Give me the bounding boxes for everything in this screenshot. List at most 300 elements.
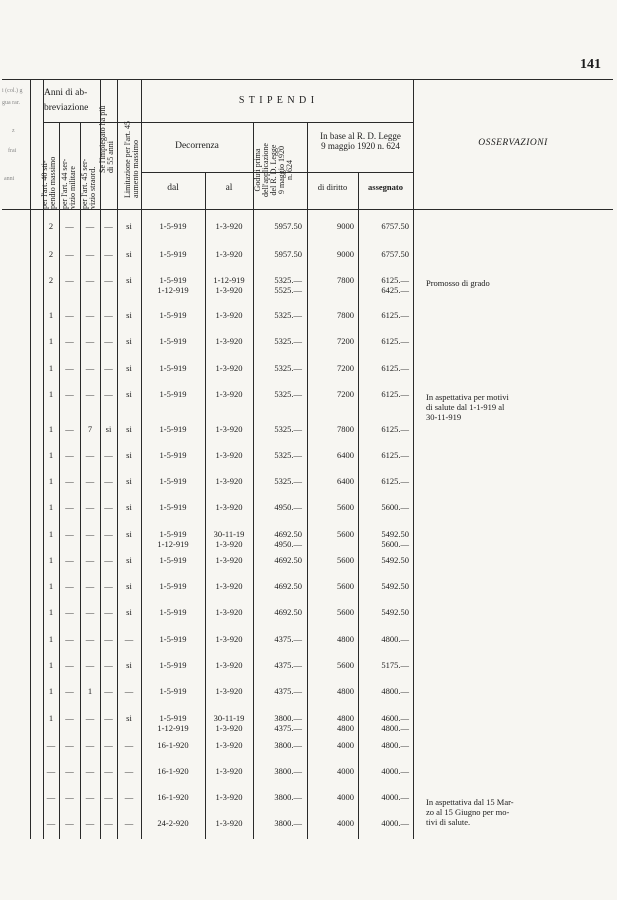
cell-art40-value: — bbox=[46, 740, 56, 750]
cell-dal bbox=[141, 477, 205, 487]
cell-art45-value: — bbox=[85, 476, 95, 486]
cell-assegnato bbox=[361, 425, 409, 435]
header-assegnato: assegnato bbox=[368, 182, 403, 192]
cell-assegnato bbox=[361, 687, 409, 697]
left-margin-fragment: frai bbox=[8, 148, 17, 154]
cell-al bbox=[205, 793, 253, 803]
header-di-diritto: di diritto bbox=[317, 182, 348, 192]
cell-goduti-value: 4692.50 bbox=[274, 607, 302, 617]
cell-di-diritto bbox=[310, 714, 354, 734]
cell-di-diritto bbox=[310, 337, 354, 347]
cell-art44 bbox=[59, 687, 80, 697]
cell-impiegato-55 bbox=[100, 222, 117, 232]
cell-limitazione-value: — bbox=[124, 818, 134, 828]
cell-art44 bbox=[59, 714, 80, 724]
cell-goduti-value: 5325.— bbox=[274, 275, 302, 285]
cell-art40-value: 1 bbox=[48, 607, 54, 617]
cell-goduti bbox=[256, 582, 302, 592]
cell-di-diritto-value: 4800 bbox=[337, 634, 354, 644]
cell-dal-value: 1-5-919 bbox=[159, 713, 187, 723]
cell-dal bbox=[141, 390, 205, 400]
cell-di-diritto-value: 5600 bbox=[337, 607, 354, 617]
cell-art45-value: — bbox=[85, 766, 95, 776]
cell-limitazione-value: si bbox=[126, 336, 132, 346]
cell-goduti bbox=[256, 556, 302, 566]
cell-assegnato-value: 4800.— bbox=[381, 740, 409, 750]
cell-art45-value: — bbox=[85, 502, 95, 512]
cell-assegnato bbox=[361, 635, 409, 645]
cell-al bbox=[205, 390, 253, 400]
cell-art45-value: — bbox=[85, 363, 95, 373]
cell-al-value: 1-3-920 bbox=[215, 476, 243, 486]
cell-goduti bbox=[256, 530, 302, 550]
cell-impiegato-55-value: — bbox=[104, 660, 113, 670]
cell-assegnato bbox=[361, 250, 409, 260]
cell-goduti-value: 5957.50 bbox=[274, 221, 302, 231]
cell-impiegato-55 bbox=[100, 337, 117, 347]
cell-art45 bbox=[80, 250, 100, 260]
cell-dal-value: 1-5-919 bbox=[159, 249, 187, 259]
cell-art44-value: — bbox=[65, 336, 74, 346]
cell-dal-value: 1-5-919 bbox=[159, 336, 187, 346]
cell-assegnato-value: 6125.— bbox=[381, 363, 409, 373]
cell-limitazione-value: si bbox=[126, 581, 132, 591]
cell-di-diritto bbox=[310, 222, 354, 232]
cell-art45 bbox=[80, 222, 100, 232]
cell-art40-value: 1 bbox=[48, 529, 54, 539]
cell-di-diritto-value: 7800 bbox=[337, 310, 354, 320]
cell-dal-value: 1-5-919 bbox=[159, 555, 187, 565]
header-base-legge: In base al R. D. Legge 9 maggio 1920 n. 624 bbox=[320, 131, 401, 151]
cell-limitazione-value: si bbox=[126, 713, 132, 723]
cell-al-value: 1-3-920 bbox=[215, 555, 243, 565]
cell-di-diritto bbox=[310, 661, 354, 671]
cell-assegnato-value: 5600.— bbox=[381, 502, 409, 512]
cell-limitazione-value: si bbox=[126, 529, 132, 539]
cell-al-value: 1-3-920 bbox=[215, 792, 243, 802]
cell-art40 bbox=[43, 608, 59, 618]
cell-dal-value: 1-5-919 bbox=[159, 529, 187, 539]
cell-al-value: 1-3-920 bbox=[215, 766, 243, 776]
cell-di-diritto-value: 9000 bbox=[337, 221, 354, 231]
cell-art40-value: — bbox=[46, 792, 56, 802]
cell-assegnato-value: 6125.— bbox=[381, 389, 409, 399]
cell-dal bbox=[141, 635, 205, 645]
cell-al bbox=[205, 714, 253, 734]
cell-al-value: 1-3-920 bbox=[215, 634, 243, 644]
cell-assegnato bbox=[361, 390, 409, 400]
cell-limitazione bbox=[117, 556, 141, 566]
cell-impiegato-55-value: — bbox=[104, 740, 113, 750]
cell-dal bbox=[141, 608, 205, 618]
cell-impiegato-55-value: — bbox=[104, 686, 113, 696]
cell-dal bbox=[141, 530, 205, 550]
cell-art40-value: 1 bbox=[48, 476, 54, 486]
cell-limitazione bbox=[117, 741, 141, 751]
cell-art45 bbox=[80, 530, 100, 540]
cell-dal bbox=[141, 222, 205, 232]
cell-art45 bbox=[80, 337, 100, 347]
cell-dal bbox=[141, 741, 205, 751]
cell-art44 bbox=[59, 503, 80, 513]
cell-assegnato bbox=[361, 337, 409, 347]
header-impiegato-55: Se l'impiegato ha più di 55 anni bbox=[98, 105, 115, 173]
cell-assegnato-value: 6125.— bbox=[381, 275, 409, 285]
cell-dal bbox=[141, 364, 205, 374]
cell-assegnato bbox=[361, 451, 409, 461]
cell-al bbox=[205, 767, 253, 777]
cell-art44-value: — bbox=[65, 450, 74, 460]
cell-di-diritto-value: 4000 bbox=[337, 792, 354, 802]
cell-al bbox=[205, 661, 253, 671]
cell-assegnato bbox=[361, 530, 409, 550]
cell-al-value: 1-3-920 bbox=[215, 221, 243, 231]
cell-art40-value: — bbox=[46, 766, 56, 776]
cell-impiegato-55-value: si bbox=[105, 424, 112, 434]
header-anni-abbreviazione: Anni di ab- breviazione bbox=[44, 88, 89, 113]
cell-dal bbox=[141, 425, 205, 435]
cell-assegnato bbox=[361, 741, 409, 751]
cell-assegnato-value: 4000.— bbox=[381, 818, 409, 828]
cell-goduti-value: 4375.— bbox=[274, 722, 302, 733]
cell-art45-value: — bbox=[85, 581, 95, 591]
cell-art44-value: — bbox=[65, 476, 74, 486]
left-margin-fragment: gua rar. bbox=[2, 100, 20, 106]
cell-impiegato-55 bbox=[100, 556, 117, 566]
cell-art44-value: — bbox=[65, 634, 74, 644]
cell-art40-value: 1 bbox=[48, 660, 54, 670]
cell-dal-value: 1-5-919 bbox=[159, 660, 187, 670]
cell-limitazione-value: — bbox=[124, 634, 134, 644]
cell-art44 bbox=[59, 477, 80, 487]
cell-art45-value: 1 bbox=[87, 686, 93, 696]
cell-limitazione bbox=[117, 608, 141, 618]
cell-assegnato bbox=[361, 311, 409, 321]
cell-art40 bbox=[43, 364, 59, 374]
cell-assegnato-value: 4000.— bbox=[381, 766, 409, 776]
cell-goduti-value: 4692.50 bbox=[274, 529, 302, 539]
cell-impiegato-55 bbox=[100, 767, 117, 777]
cell-goduti bbox=[256, 451, 302, 461]
cell-limitazione bbox=[117, 364, 141, 374]
header-dal: dal bbox=[167, 183, 179, 193]
cell-impiegato-55-value: — bbox=[104, 363, 113, 373]
header-art44: per l'art. 44 ser- vizio militare bbox=[60, 158, 77, 209]
cell-assegnato-value: 6757.50 bbox=[381, 221, 409, 231]
cell-di-diritto bbox=[310, 530, 354, 540]
cell-dal bbox=[141, 556, 205, 566]
cell-limitazione-value: — bbox=[124, 740, 134, 750]
cell-dal-value: 16-1-920 bbox=[157, 792, 189, 802]
cell-art44 bbox=[59, 250, 80, 260]
cell-impiegato-55 bbox=[100, 390, 117, 400]
cell-art45-value: — bbox=[85, 275, 95, 285]
cell-goduti-value: 4375.— bbox=[274, 660, 302, 670]
cell-al-value: 1-3-920 bbox=[215, 363, 243, 373]
cell-art45-value: — bbox=[85, 336, 95, 346]
cell-al-value: 1-3-920 bbox=[215, 607, 243, 617]
cell-dal bbox=[141, 250, 205, 260]
cell-art40 bbox=[43, 687, 59, 697]
cell-goduti bbox=[256, 608, 302, 618]
cell-art45 bbox=[80, 276, 100, 286]
cell-goduti bbox=[256, 311, 302, 321]
cell-goduti-value: 5525.— bbox=[274, 284, 302, 295]
cell-art45-value: — bbox=[85, 389, 95, 399]
cell-limitazione bbox=[117, 276, 141, 286]
cell-art40-value: 1 bbox=[48, 389, 54, 399]
cell-di-diritto bbox=[310, 311, 354, 321]
cell-limitazione-value: si bbox=[126, 450, 132, 460]
cell-al bbox=[205, 222, 253, 232]
cell-art40 bbox=[43, 425, 59, 435]
cell-dal bbox=[141, 687, 205, 697]
cell-art40 bbox=[43, 222, 59, 232]
cell-di-diritto bbox=[310, 582, 354, 592]
cell-art45-value: 7 bbox=[87, 424, 93, 434]
cell-assegnato-value: 5492.50 bbox=[381, 555, 409, 565]
header-al: al bbox=[225, 183, 233, 193]
cell-art40-value: 1 bbox=[48, 713, 54, 723]
cell-impiegato-55 bbox=[100, 311, 117, 321]
cell-art40-value: — bbox=[46, 818, 56, 828]
cell-di-diritto-value: 7200 bbox=[337, 363, 354, 373]
cell-limitazione-value: si bbox=[126, 476, 132, 486]
cell-assegnato bbox=[361, 714, 409, 734]
cell-limitazione bbox=[117, 250, 141, 260]
cell-al bbox=[205, 250, 253, 260]
cell-limitazione-value: si bbox=[126, 363, 132, 373]
cell-art45-value: — bbox=[85, 634, 95, 644]
cell-al-value: 1-3-920 bbox=[215, 818, 243, 828]
cell-di-diritto bbox=[310, 687, 354, 697]
cell-art40 bbox=[43, 819, 59, 829]
cell-limitazione bbox=[117, 714, 141, 724]
cell-art40 bbox=[43, 793, 59, 803]
cell-art44-value: — bbox=[65, 529, 74, 539]
cell-assegnato bbox=[361, 582, 409, 592]
cell-limitazione-value: si bbox=[126, 555, 132, 565]
cell-limitazione-value: si bbox=[126, 424, 132, 434]
cell-limitazione bbox=[117, 451, 141, 461]
cell-dal bbox=[141, 503, 205, 513]
cell-al bbox=[205, 530, 253, 550]
cell-goduti bbox=[256, 425, 302, 435]
cell-art44 bbox=[59, 819, 80, 829]
cell-assegnato bbox=[361, 556, 409, 566]
cell-art40-value: 1 bbox=[48, 363, 54, 373]
cell-art45 bbox=[80, 741, 100, 751]
cell-di-diritto bbox=[310, 741, 354, 751]
cell-goduti-value: 4692.50 bbox=[274, 555, 302, 565]
cell-al-value: 1-12-919 bbox=[213, 275, 245, 285]
cell-dal-value: 1-5-919 bbox=[159, 581, 187, 591]
cell-dal bbox=[141, 661, 205, 671]
cell-assegnato-value: 4800.— bbox=[381, 634, 409, 644]
cell-goduti-value: 5325.— bbox=[274, 476, 302, 486]
cell-assegnato-value: 5175.— bbox=[381, 660, 409, 670]
cell-impiegato-55-value: — bbox=[104, 221, 113, 231]
cell-art44 bbox=[59, 451, 80, 461]
cell-art40-value: 1 bbox=[48, 502, 54, 512]
cell-art40-value: 2 bbox=[48, 221, 54, 231]
cell-al bbox=[205, 337, 253, 347]
cell-goduti-value: 3800.— bbox=[274, 792, 302, 802]
cell-art45 bbox=[80, 608, 100, 618]
cell-art44 bbox=[59, 767, 80, 777]
cell-art45 bbox=[80, 687, 100, 697]
cell-dal-value: 1-5-919 bbox=[159, 221, 187, 231]
cell-di-diritto bbox=[310, 425, 354, 435]
cell-art44-value: — bbox=[65, 389, 74, 399]
cell-art45 bbox=[80, 311, 100, 321]
cell-dal-value: 24-2-920 bbox=[157, 818, 189, 828]
cell-assegnato-value: 6125.— bbox=[381, 424, 409, 434]
cell-assegnato-value: 6425.— bbox=[381, 284, 409, 295]
cell-art44-value: — bbox=[65, 310, 74, 320]
cell-art45-value: — bbox=[85, 249, 95, 259]
cell-dal bbox=[141, 311, 205, 321]
cell-dal-value: 1-12-919 bbox=[157, 284, 189, 295]
cell-impiegato-55-value: — bbox=[104, 818, 113, 828]
cell-impiegato-55 bbox=[100, 819, 117, 829]
cell-limitazione-value: si bbox=[126, 660, 132, 670]
cell-goduti bbox=[256, 687, 302, 697]
cell-di-diritto-value: 6400 bbox=[337, 476, 354, 486]
cell-impiegato-55-value: — bbox=[104, 336, 113, 346]
cell-limitazione bbox=[117, 635, 141, 645]
cell-impiegato-55-value: — bbox=[104, 389, 113, 399]
cell-impiegato-55 bbox=[100, 477, 117, 487]
cell-goduti-value: 5325.— bbox=[274, 336, 302, 346]
cell-goduti-value: 4375.— bbox=[274, 686, 302, 696]
cell-assegnato-value: 5492.50 bbox=[381, 607, 409, 617]
cell-goduti-value: 5957.50 bbox=[274, 249, 302, 259]
cell-art44 bbox=[59, 390, 80, 400]
cell-al-value: 1-3-920 bbox=[215, 249, 243, 259]
cell-assegnato-value: 5492.50 bbox=[381, 581, 409, 591]
cell-art40-value: 1 bbox=[48, 686, 54, 696]
cell-al bbox=[205, 687, 253, 697]
cell-impiegato-55 bbox=[100, 425, 117, 435]
cell-goduti-value: 3800.— bbox=[274, 818, 302, 828]
cell-limitazione bbox=[117, 222, 141, 232]
cell-limitazione-value: si bbox=[126, 221, 132, 231]
cell-al bbox=[205, 582, 253, 592]
cell-di-diritto-value: 7800 bbox=[337, 275, 354, 285]
cell-art45 bbox=[80, 451, 100, 461]
cell-goduti bbox=[256, 222, 302, 232]
cell-di-diritto-value: 5600 bbox=[337, 660, 354, 670]
cell-limitazione bbox=[117, 793, 141, 803]
cell-assegnato bbox=[361, 503, 409, 513]
cell-goduti bbox=[256, 250, 302, 260]
cell-impiegato-55 bbox=[100, 635, 117, 645]
cell-impiegato-55-value: — bbox=[104, 310, 113, 320]
cell-limitazione-value: — bbox=[124, 686, 134, 696]
cell-dal bbox=[141, 582, 205, 592]
cell-goduti-value: 3800.— bbox=[274, 766, 302, 776]
cell-art40 bbox=[43, 635, 59, 645]
cell-al bbox=[205, 608, 253, 618]
cell-impiegato-55 bbox=[100, 530, 117, 540]
header-osservazioni: OSSERVAZIONI bbox=[478, 138, 548, 148]
left-margin-fragment: anni bbox=[4, 176, 15, 182]
cell-al-value: 1-3-920 bbox=[215, 722, 243, 733]
cell-art40-value: 1 bbox=[48, 450, 54, 460]
cell-al-value: 1-3-920 bbox=[215, 336, 243, 346]
cell-dal bbox=[141, 767, 205, 777]
header-limitazione: Limitazione per l'art. 45 aumento massimo bbox=[123, 121, 140, 198]
cell-goduti bbox=[256, 477, 302, 487]
cell-art40-value: 1 bbox=[48, 581, 54, 591]
left-margin-fragment: z bbox=[12, 128, 15, 134]
cell-al-value: 1-3-920 bbox=[215, 502, 243, 512]
cell-dal bbox=[141, 451, 205, 461]
cell-impiegato-55 bbox=[100, 503, 117, 513]
cell-impiegato-55-value: — bbox=[104, 275, 113, 285]
cell-di-diritto bbox=[310, 276, 354, 286]
cell-art45-value: — bbox=[85, 529, 95, 539]
cell-limitazione-value: si bbox=[126, 249, 132, 259]
cell-art44-value: — bbox=[65, 221, 74, 231]
observation-1: Promosso di grado bbox=[426, 278, 490, 288]
cell-art44 bbox=[59, 222, 80, 232]
cell-goduti-value: 3800.— bbox=[274, 713, 302, 723]
header-goduti: Goduti prima dell'applicazione del R. D. Legge 9 maggio 1920 n. 624 bbox=[253, 143, 294, 197]
cell-art45 bbox=[80, 714, 100, 724]
cell-art40 bbox=[43, 767, 59, 777]
cell-assegnato-value: 4800.— bbox=[381, 722, 409, 733]
cell-art44-value: — bbox=[65, 818, 74, 828]
cell-di-diritto-value: 4800 bbox=[337, 713, 354, 723]
left-margin-fragment: i (col.) g bbox=[2, 88, 23, 94]
cell-goduti-value: 5325.— bbox=[274, 424, 302, 434]
cell-art44 bbox=[59, 582, 80, 592]
cell-al-value: 1-3-920 bbox=[215, 424, 243, 434]
cell-goduti bbox=[256, 635, 302, 645]
cell-limitazione bbox=[117, 477, 141, 487]
cell-al bbox=[205, 451, 253, 461]
cell-di-diritto bbox=[310, 451, 354, 461]
cell-art44-value: — bbox=[65, 660, 74, 670]
cell-limitazione bbox=[117, 503, 141, 513]
cell-limitazione bbox=[117, 337, 141, 347]
cell-assegnato bbox=[361, 477, 409, 487]
cell-art40 bbox=[43, 530, 59, 540]
cell-impiegato-55 bbox=[100, 793, 117, 803]
cell-dal-value: 1-5-919 bbox=[159, 424, 187, 434]
cell-di-diritto bbox=[310, 819, 354, 829]
cell-assegnato-value: 4600.— bbox=[381, 713, 409, 723]
cell-art45 bbox=[80, 819, 100, 829]
cell-art45 bbox=[80, 582, 100, 592]
cell-impiegato-55 bbox=[100, 661, 117, 671]
cell-impiegato-55-value: — bbox=[104, 555, 113, 565]
cell-art45-value: — bbox=[85, 660, 95, 670]
cell-goduti bbox=[256, 276, 302, 296]
cell-dal-value: 1-5-919 bbox=[159, 389, 187, 399]
cell-impiegato-55 bbox=[100, 364, 117, 374]
cell-impiegato-55-value: — bbox=[104, 476, 113, 486]
cell-limitazione-value: si bbox=[126, 310, 132, 320]
cell-dal-value: 1-12-919 bbox=[157, 722, 189, 733]
cell-assegnato bbox=[361, 819, 409, 829]
cell-art44 bbox=[59, 530, 80, 540]
cell-dal-value: 1-5-919 bbox=[159, 686, 187, 696]
cell-assegnato bbox=[361, 276, 409, 296]
cell-dal-value: 1-5-919 bbox=[159, 476, 187, 486]
